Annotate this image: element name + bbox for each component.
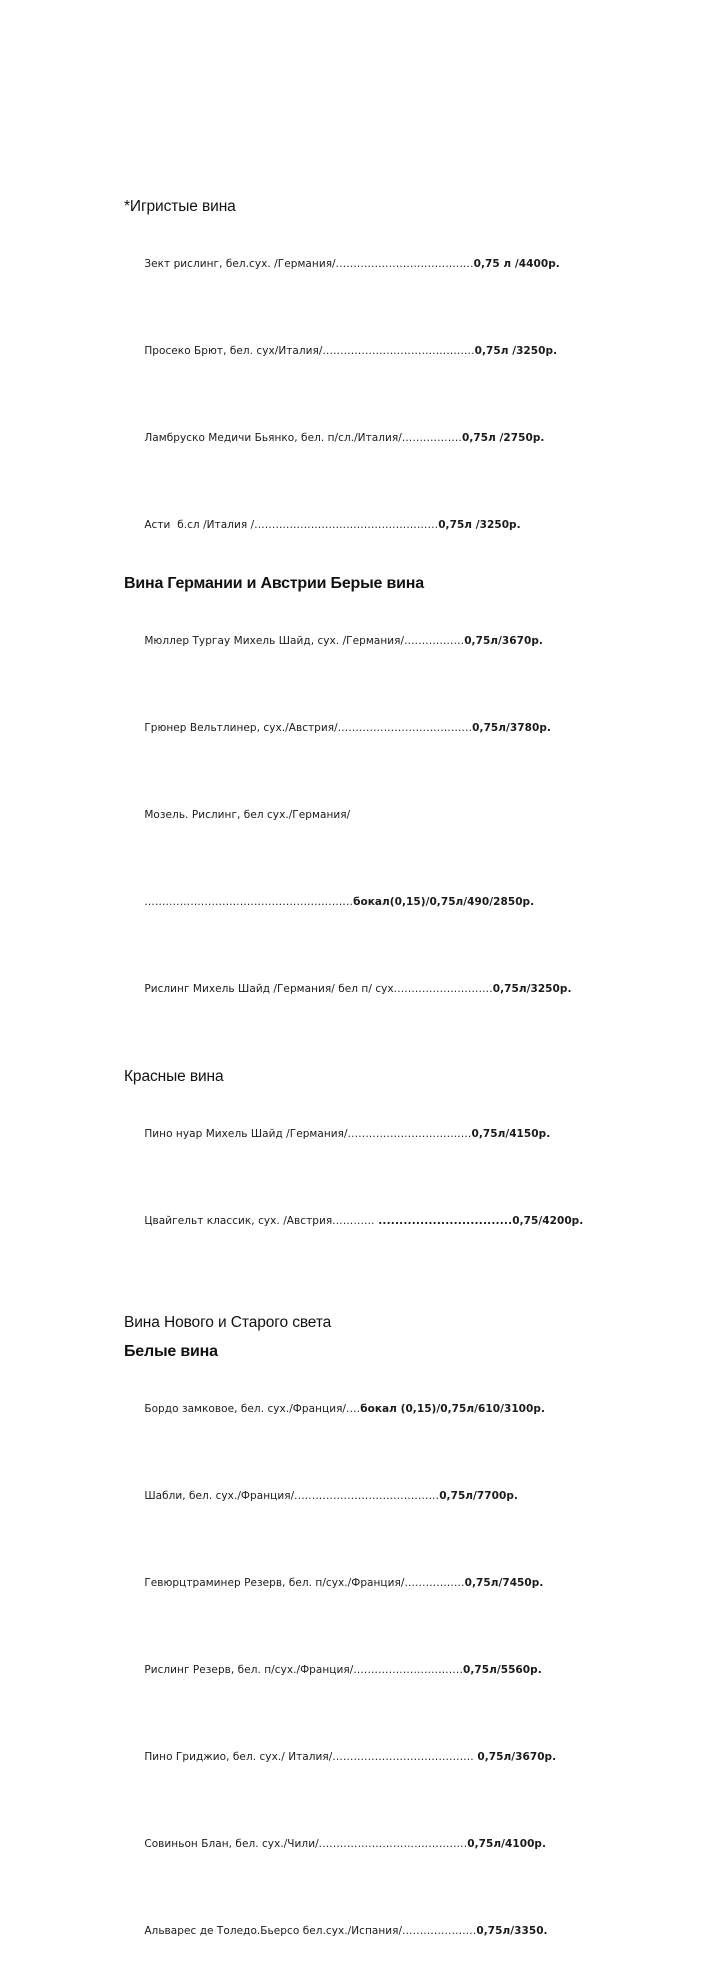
wine-entry xyxy=(124,1091,586,1178)
wine-price: 0,75л/3670р. xyxy=(477,1751,557,1763)
wine-name: Рислинг Михель Шайд /Германия/ бел п/ сух xyxy=(144,983,394,995)
wine-price: 0,75/4200р. xyxy=(512,1215,584,1227)
wine-price: 0,75л/7450р. xyxy=(464,1577,544,1589)
wine-name: Мюллер Тургау Михель Шайд, сух. /Германия/ xyxy=(144,635,405,647)
wine-entry xyxy=(124,946,586,1033)
wine-list-body xyxy=(124,192,586,1975)
wine-entry xyxy=(124,1453,586,1540)
wine-entry xyxy=(124,395,586,482)
wine-name: Пино Гриджио, бел. сух./ Италия/ xyxy=(144,1751,333,1763)
dot-leader: ................. xyxy=(404,635,465,647)
wine-name: Альварес де Толедо.Бьерсо бел.сух./Испания/ xyxy=(144,1925,403,1937)
dot-leader: ......................................... xyxy=(294,1490,440,1502)
wine-price: бокал(0,15)/0,75л/490/2850р. xyxy=(353,896,535,908)
wine-price: бокал (0,15)/0,75л/610/3100р. xyxy=(360,1403,545,1415)
section-heading-germany-austria: Вина Германии и Австрии Берые вина xyxy=(124,575,424,592)
section-spacer xyxy=(124,1294,586,1308)
section-heading-new-old-world: Вина Нового и Старого света xyxy=(124,1314,332,1331)
wine-entry xyxy=(124,308,586,395)
dot-leader: ............................ xyxy=(393,983,493,995)
wine-entry xyxy=(124,1178,586,1265)
wine-entry xyxy=(124,1366,586,1453)
wine-name: Мозель. Рислинг, бел сух./Германия/ xyxy=(144,809,351,821)
wine-price: 0,75л/3350. xyxy=(476,1925,548,1937)
section-heading-sparkling: *Игристые вина xyxy=(124,198,236,215)
wine-price: 0,75 л /4400р. xyxy=(473,258,560,270)
dot-leader: ................. xyxy=(404,1577,465,1589)
dot-leader: ..................... xyxy=(402,1925,477,1937)
wine-price: 0,75л/3670р. xyxy=(464,635,543,647)
dot-leader: ....................................... xyxy=(335,258,474,270)
wine-entry xyxy=(124,1540,586,1627)
dot-leader: ........................................ xyxy=(332,1751,478,1763)
section-spacer xyxy=(124,1265,586,1294)
dot-leader: ................................... xyxy=(347,1128,472,1140)
dot-leader: ........................................... xyxy=(322,345,475,357)
wine-name: Пино нуар Михель Шайд /Германия/ xyxy=(144,1128,348,1140)
wine-entry xyxy=(124,1888,586,1975)
wine-price: 0,75л/4150р. xyxy=(471,1128,551,1140)
wine-entry xyxy=(124,482,586,569)
wine-name: Шабли, бел. сух./Франция/ xyxy=(144,1490,295,1502)
wine-entry xyxy=(124,1801,586,1888)
section-spacer xyxy=(124,1033,586,1062)
wine-entry xyxy=(124,1627,586,1714)
wine-price: 0,75л/3780р. xyxy=(472,722,551,734)
wine-entry xyxy=(124,772,586,859)
dot-leader: ............ xyxy=(332,1215,379,1227)
dot-leader: ............................... xyxy=(353,1664,463,1676)
wine-name: Зект рислинг, бел.сух. /Германия/ xyxy=(144,258,336,270)
wine-price: 0,75л/5560р. xyxy=(462,1664,542,1676)
wine-entry-continuation xyxy=(124,859,586,946)
wine-name: Цвайгельт классик, сух. /Австрия xyxy=(144,1215,333,1227)
subsection-heading-white: Белые вина xyxy=(124,1343,218,1360)
dot-leader-bold: ................................ xyxy=(378,1215,513,1227)
wine-name: Совиньон Блан, бел. сух./Чили/ xyxy=(144,1838,319,1850)
wine-name: Бордо замковое, бел. сух./Франция/ xyxy=(144,1403,347,1415)
wine-price: 0,75л /3250р. xyxy=(474,345,558,357)
dot-leader: ................. xyxy=(401,432,462,444)
wine-name: Грюнер Вельтлинер, сух./Австрия/ xyxy=(144,722,338,734)
dot-leader: .... xyxy=(346,1403,361,1415)
wine-name: Ламбруско Медичи Бьянко, бел. п/сл./Италия/ xyxy=(144,432,402,444)
wine-entry xyxy=(124,1714,586,1801)
wine-name: Гевюрцтраминер Резерв, бел. п/сух./Франция/ xyxy=(144,1577,405,1589)
wine-name: Просеко Брют, бел. сух/Италия/ xyxy=(144,345,323,357)
wine-entry xyxy=(124,598,586,685)
dot-leader: .......................................... xyxy=(318,1838,468,1850)
dot-leader: ...................................... xyxy=(337,722,473,734)
wine-entry xyxy=(124,685,586,772)
dot-leader: .................................................... xyxy=(254,519,439,531)
wine-price: 0,75л /2750р. xyxy=(461,432,545,444)
wine-price: 0,75л /3250р. xyxy=(438,519,521,531)
wine-price: 0,75л/4100р. xyxy=(467,1838,547,1850)
wine-entry xyxy=(124,221,586,308)
section-heading-red: Красные вина xyxy=(124,1068,224,1085)
wine-price: 0,75л/7700р. xyxy=(439,1490,518,1502)
wine-price: 0,75л/3250р. xyxy=(492,983,572,995)
dot-leader: ........................................................... xyxy=(144,896,354,908)
wine-name: Рислинг Резерв, бел. п/сух./Франция/ xyxy=(144,1664,354,1676)
wine-name: Асти б.сл /Италия / xyxy=(144,519,255,531)
